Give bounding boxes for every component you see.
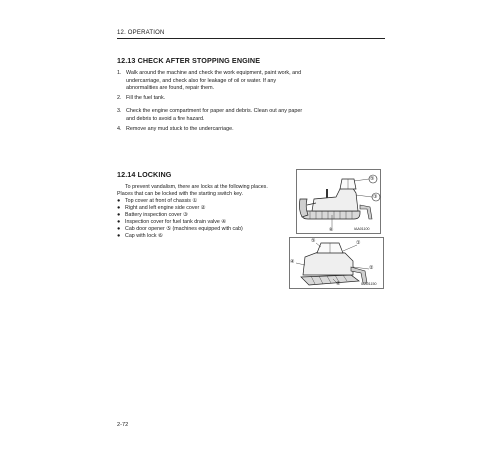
section-title-check-after-stopping: 12.13 CHECK AFTER STOPPING ENGINE — [117, 56, 261, 65]
figure-top-callout-5: ⑤ — [370, 176, 375, 182]
bullet-icon: ● — [117, 212, 121, 218]
check-item-number: 2. — [117, 95, 122, 101]
lock-item-text: Inspection cover for fuel tank drain valve ④ — [125, 219, 227, 225]
lock-item-text: Cab door opener ⑤ (machines equipped with cab) — [125, 226, 243, 232]
lock-item-text: Top cover at front of chassis ① — [125, 198, 198, 204]
figure-bottom-callout-1: ① — [356, 240, 361, 246]
figure-bottom-code: IAA01150 — [361, 282, 377, 286]
list-item — [117, 205, 292, 212]
lock-item-text: Right and left engine side cover ② — [125, 205, 206, 211]
list-item — [117, 219, 292, 226]
bullet-icon: ● — [117, 233, 121, 239]
list-item — [117, 212, 292, 219]
check-item-number: 4. — [117, 126, 122, 132]
check-item-text: Walk around the machine and check the work equipment, paint work, and undercarriage, and check also for leakage of oil or water. If any abnormalities are found, repair them. — [126, 70, 302, 92]
figure-bottom-bulldozer — [281, 237, 385, 289]
check-item-text: Check the engine compartment for paper and debris. Clean out any paper and debris to avoid a fire hazard. — [126, 108, 303, 122]
lock-location-list — [117, 198, 292, 240]
check-item-number: 3. — [117, 108, 122, 114]
running-header: 12. OPERATION — [117, 30, 165, 36]
figure-top-bulldozer — [296, 169, 381, 234]
lock-item-text: Battery inspection cover ③ — [125, 212, 188, 218]
locking-intro-line-2: Places that can be locked with the starting switch key. — [117, 191, 243, 197]
figure-top-code: IAA01100 — [354, 227, 370, 231]
locking-intro — [117, 184, 292, 198]
check-item-text: Remove any mud stuck to the undercarriage. — [126, 126, 234, 132]
page-number: 2-72 — [117, 422, 129, 428]
check-item-text: Fill the fuel tank. — [126, 95, 166, 101]
bullet-icon: ● — [117, 205, 121, 211]
bullet-icon: ● — [117, 198, 121, 204]
figure-bottom-callout-4: ④ — [290, 259, 295, 265]
figure-bottom-callout-2: ② — [369, 265, 374, 271]
lock-item-text: Cap with lock ⑥ — [125, 233, 163, 239]
header-rule — [117, 38, 385, 39]
check-item-number: 1. — [117, 70, 122, 76]
figure-bottom-callout-6: ⑥ — [336, 281, 341, 287]
figure-bottom-callout-5: ⑤ — [311, 238, 316, 244]
bullet-icon: ● — [117, 219, 121, 225]
list-item — [117, 226, 292, 233]
bullet-icon: ● — [117, 226, 121, 232]
locking-intro-line-1: To prevent vandalism, there are locks at the following places. — [125, 184, 268, 190]
list-item — [117, 198, 292, 205]
bulldozer-side-illustration — [296, 169, 381, 234]
figure-top-callout-3: ③ — [373, 194, 378, 200]
figure-top-callout-6: ⑥ — [329, 227, 334, 233]
section-title-locking: 12.14 LOCKING — [117, 170, 172, 179]
list-item — [117, 233, 292, 240]
